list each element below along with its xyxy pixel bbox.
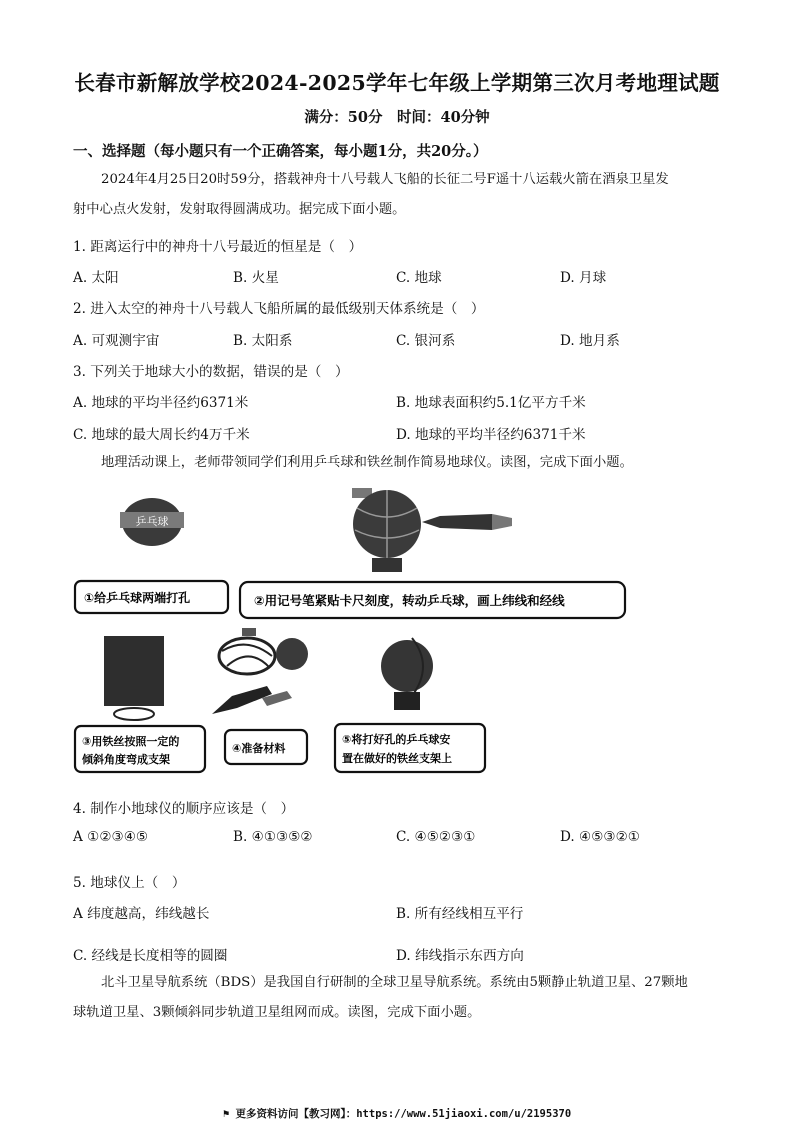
step-3-label-line-1: ③用铁丝按照一定的: [82, 735, 180, 748]
wire-stand-image: [104, 636, 164, 720]
question-4-option-a[interactable]: A ①②③④⑤: [73, 829, 149, 845]
question-1-option-c[interactable]: C. 地球: [396, 270, 442, 286]
intro-3-line-1: 北斗卫星导航系统（BDS）是我国自行研制的全球卫星导航系统。系统由5颗静止轨道卫星、27颗地: [101, 975, 688, 990]
question-4-option-d[interactable]: D. ④⑤③②①: [560, 829, 640, 845]
step-5-label-line-1: ⑤将打好孔的乒乓球安: [342, 733, 451, 746]
question-2-option-d[interactable]: D. 地月系: [560, 333, 620, 349]
page-title: 长春市新解放学校2024-2025学年七年级上学期第三次月考地理试题: [74, 71, 720, 95]
globe-steps-figure: [72, 486, 632, 782]
question-4-option-b[interactable]: B. ④①③⑤②: [233, 829, 313, 845]
question-5-option-b[interactable]: B. 所有经线相互平行: [396, 906, 524, 922]
globe-on-stand-image: [381, 638, 433, 710]
step-5-label-line-2: 置在做好的铁丝支架上: [342, 752, 452, 765]
materials-image: [212, 628, 308, 714]
intro-1-line-2: 射中心点火发射，发射取得圆满成功。据完成下面小题。: [73, 202, 406, 217]
question-2-stem: 2. 进入太空的神舟十八号载人飞船所属的最低级别天体系统是（ ）: [73, 301, 485, 317]
intro-paragraph-1: [73, 165, 669, 225]
question-1-option-a[interactable]: A. 太阳: [73, 270, 119, 286]
question-2-option-a[interactable]: A. 可观测宇宙: [73, 333, 160, 349]
intro-paragraph-3: [73, 968, 688, 1028]
question-2-option-c[interactable]: C. 银河系: [396, 333, 456, 349]
question-4-option-c[interactable]: C. ④⑤②③①: [396, 829, 476, 845]
question-4-stem: 4. 制作小地球仪的顺序应该是（ ）: [73, 801, 295, 817]
ball-label: 乒乓球: [135, 515, 169, 528]
intro-3-line-2: 球轨道卫星、3颗倾斜同步轨道卫星组网而成。读图，完成下面小题。: [73, 1005, 481, 1020]
question-5-stem: 5. 地球仪上（ ）: [73, 875, 186, 891]
question-1-option-d[interactable]: D. 月球: [560, 270, 607, 286]
intro-1-line-1: 2024年4月25日20时59分，搭载神舟十八号载人飞船的长征二号F遥十八运载火箭在酒泉卫星发: [101, 172, 669, 187]
question-5-option-a[interactable]: A 纬度越高，纬线越长: [73, 906, 210, 922]
question-3-stem: 3. 下列关于地球大小的数据，错误的是（ ）: [73, 364, 349, 380]
question-3-option-d[interactable]: D. 地球的平均半径约6371千米: [396, 427, 586, 443]
footer-text: 更多资料访问【教习网】：https://www.51jiaoxi.com/u/2195370: [235, 1108, 572, 1120]
question-1-stem: 1. 距离运行中的神舟十八号最近的恒星是（ ）: [73, 239, 363, 255]
question-3-option-c[interactable]: C. 地球的最大周长约4万千米: [73, 427, 250, 443]
question-5-option-d[interactable]: D. 纬线指示东西方向: [396, 948, 524, 964]
question-3-option-b[interactable]: B. 地球表面积约5.1亿平方千米: [396, 395, 586, 411]
step-4-label: ④准备材料: [232, 742, 286, 755]
question-2-option-b[interactable]: B. 太阳系: [233, 333, 293, 349]
step-3-label-line-2: 倾斜角度弯成支架: [82, 753, 170, 766]
step-2-label: ②用记号笔紧贴卡尺刻度，转动乒乓球，画上纬线和经线: [254, 593, 565, 608]
question-3-option-a[interactable]: A. 地球的平均半径约6371米: [73, 395, 249, 411]
intro-paragraph-2: 地理活动课上，老师带领同学们利用乒乓球和铁丝制作简易地球仪。读图，完成下面小题。: [101, 455, 633, 470]
footer-link[interactable]: [0, 1106, 794, 1121]
flag-icon: ⚑: [222, 1108, 236, 1120]
step-1-label: ①给乒乓球两端打孔: [84, 591, 191, 605]
question-1-option-b[interactable]: B. 火星: [233, 270, 279, 286]
exam-info: 满分：50分 时间：40分钟: [304, 109, 490, 126]
section-heading: 一、选择题（每小题只有一个正确答案，每小题1分，共20分。）: [73, 143, 488, 160]
question-5-option-c[interactable]: C. 经线是长度相等的圆圈: [73, 948, 228, 964]
globe-marker-image: [352, 488, 512, 572]
